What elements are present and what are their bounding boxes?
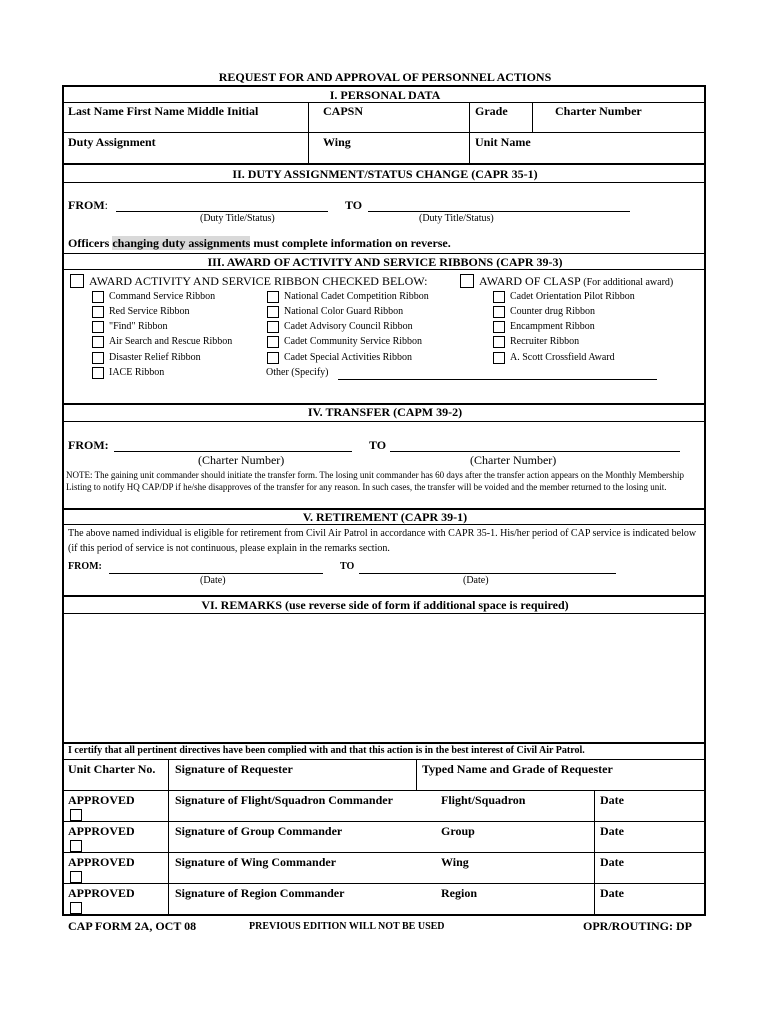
divider [168, 759, 169, 915]
transfer-note: NOTE: The gaining unit commander should initiate the transfer form. The losing unit commander has 60 days after the transfer action appears on the Monthly Membership Listing to notify HQ CAP/DP if he/she disapproves of the transfer for any reason. In such cases, the transfer will be voided and the member returned to the losing unit. [66, 470, 685, 492]
section6-title: VI. REMARKS (use reverse side of form if additional space is required) [201, 598, 569, 612]
award-clasp-text: AWARD OF CLASP [479, 274, 581, 288]
retirement-to-caption: (Date) [463, 575, 489, 586]
cadet-community-service-ribbon-checkbox[interactable] [267, 336, 279, 348]
form-title: REQUEST FOR AND APPROVAL OF PERSONNEL ACTIONS [218, 70, 552, 84]
disaster-relief-ribbon-checkbox[interactable] [92, 352, 104, 364]
national-color-guard-ribbon-checkbox[interactable] [267, 306, 279, 318]
duty-from-label [68, 198, 108, 213]
section4-title: IV. TRANSFER (CAPM 39-2) [307, 405, 463, 419]
unit-charter-label: Unit Charter No. [68, 762, 156, 776]
transfer-to-caption: (Charter Number) [470, 453, 557, 467]
approved-label: APPROVED [68, 855, 135, 869]
ribbon-label: Cadet Special Activities Ribbon [284, 352, 413, 363]
section2-title: II. DUTY ASSIGNMENT/STATUS CHANGE (CAPR 35-1) [232, 167, 538, 181]
transfer-to-line[interactable] [390, 451, 680, 452]
ribbon-label: Cadet Community Service Ribbon [284, 336, 423, 347]
edition-note: PREVIOUS EDITION WILL NOT BE USED [249, 921, 445, 932]
wing-field-label: Wing [323, 135, 351, 149]
retirement-from-line[interactable] [109, 573, 323, 574]
cadet-special-activities-ribbon-checkbox[interactable] [267, 352, 279, 364]
flight-squadron-label: Flight/Squadron [441, 793, 526, 807]
certification-statement: I certify that all pertinent directives have been complied with and that this action is in the best interest of Civil Air Patrol. [68, 745, 585, 756]
name-field-label: Last Name First Name Middle Initial [68, 104, 259, 118]
other-specify-line[interactable] [338, 379, 657, 380]
ribbon-label: Red Service Ribbon [109, 306, 190, 317]
ribbon-label: National Color Guard Ribbon [284, 306, 404, 317]
note-suffix: must complete information on reverse. [250, 236, 451, 250]
date-label: Date [600, 855, 624, 869]
typed-name-label: Typed Name and Grade of Requester [422, 762, 613, 776]
approved-flight-squadron-checkbox[interactable] [70, 809, 82, 821]
ribbon-label: Encampment Ribbon [510, 321, 595, 332]
approved-label: APPROVED [68, 886, 135, 900]
divider [63, 742, 705, 744]
divider [63, 182, 705, 183]
divider [63, 132, 705, 133]
retirement-to-line[interactable] [359, 573, 616, 574]
date-label: Date [600, 824, 624, 838]
divider [63, 524, 705, 525]
counter-drug-ribbon-checkbox[interactable] [493, 306, 505, 318]
ribbon-label: IACE Ribbon [109, 367, 165, 378]
signature-requester-label: Signature of Requester [175, 762, 293, 776]
approved-label: APPROVED [68, 824, 135, 838]
other-specify-label: Other (Specify) [266, 367, 329, 378]
form-border [62, 85, 706, 916]
approved-label: APPROVED [68, 793, 135, 807]
note-highlight: changing duty assignments [112, 236, 251, 250]
wing-label: Wing [441, 855, 469, 869]
award-activity-checkbox[interactable] [70, 274, 84, 288]
retirement-from-label: FROM: [68, 561, 102, 572]
officers-note [68, 236, 451, 251]
air-search-rescue-ribbon-checkbox[interactable] [92, 336, 104, 348]
find-ribbon-checkbox[interactable] [92, 321, 104, 333]
retirement-text: The above named individual is eligible for retirement from Civil Air Patrol in accordance with CAPR 35-1. His/her period of CAP service is indicated below (if this period of service is not continuous, please explain in the remarks section. [68, 528, 697, 554]
award-clasp-label [479, 274, 673, 289]
ribbon-label: Cadet Orientation Pilot Ribbon [510, 291, 635, 302]
ribbon-label: Command Service Ribbon [109, 291, 216, 302]
remarks-area[interactable] [64, 614, 704, 742]
duty-assignment-field-label: Duty Assignment [68, 135, 156, 149]
divider [63, 163, 705, 165]
approved-region-checkbox[interactable] [70, 902, 82, 914]
ribbon-label: National Cadet Competition Ribbon [284, 291, 429, 302]
ribbon-label: Disaster Relief Ribbon [109, 352, 201, 363]
unit-name-field-label: Unit Name [475, 135, 531, 149]
region-label: Region [441, 886, 477, 900]
divider [63, 821, 705, 822]
cadet-advisory-council-ribbon-checkbox[interactable] [267, 321, 279, 333]
recruiter-ribbon-checkbox[interactable] [493, 336, 505, 348]
cadet-orientation-pilot-ribbon-checkbox[interactable] [493, 291, 505, 303]
iace-ribbon-checkbox[interactable] [92, 367, 104, 379]
duty-from-text: FROM [68, 198, 105, 212]
duty-from-caption: (Duty Title/Status) [200, 213, 275, 224]
form-id: CAP FORM 2A, OCT 08 [68, 919, 197, 933]
divider [63, 790, 705, 791]
transfer-from-caption: (Charter Number) [198, 453, 285, 467]
capsn-field-label: CAPSN [323, 104, 364, 118]
ribbon-label: "Find" Ribbon [109, 321, 168, 332]
approved-group-checkbox[interactable] [70, 840, 82, 852]
ribbon-label: Cadet Advisory Council Ribbon [284, 321, 413, 332]
opr-routing: OPR/ROUTING: DP [583, 919, 692, 933]
encampment-ribbon-checkbox[interactable] [493, 321, 505, 333]
award-clasp-note: (For additional award) [583, 277, 674, 288]
transfer-from-label: FROM: [68, 438, 109, 452]
signature-group-label: Signature of Group Commander [175, 824, 343, 838]
divider [63, 102, 705, 103]
signature-region-label: Signature of Region Commander [175, 886, 345, 900]
divider [63, 852, 705, 853]
signature-wing-label: Signature of Wing Commander [175, 855, 337, 869]
retirement-to-label: TO [340, 561, 355, 572]
duty-to-caption: (Duty Title/Status) [419, 213, 494, 224]
duty-from-colon: : [104, 198, 108, 212]
section3-title: III. AWARD OF ACTIVITY AND SERVICE RIBBONS (CAPR 39-3) [207, 255, 563, 269]
section5-title: V. RETIREMENT (CAPR 39-1) [302, 510, 468, 524]
divider [63, 269, 705, 270]
ribbon-label: Counter drug Ribbon [510, 306, 595, 317]
red-service-ribbon-checkbox[interactable] [92, 306, 104, 318]
divider [63, 883, 705, 884]
group-label: Group [441, 824, 475, 838]
signature-flight-squadron-label: Signature of Flight/Squadron Commander [175, 793, 393, 807]
divider [63, 759, 705, 760]
ribbon-label: Recruiter Ribbon [510, 336, 580, 347]
award-activity-label: AWARD ACTIVITY AND SERVICE RIBBON CHECKED BELOW: [89, 274, 428, 288]
divider [63, 421, 705, 422]
approved-wing-checkbox[interactable] [70, 871, 82, 883]
date-label: Date [600, 793, 624, 807]
date-label: Date [600, 886, 624, 900]
divider [63, 595, 705, 597]
divider [63, 253, 705, 254]
section1-title: I. PERSONAL DATA [329, 88, 441, 102]
duty-to-line[interactable] [368, 211, 630, 212]
note-prefix: Officers [68, 236, 113, 250]
charter-number-field-label: Charter Number [555, 104, 642, 118]
duty-from-line[interactable] [116, 211, 328, 212]
award-clasp-checkbox[interactable] [460, 274, 474, 288]
ribbon-label: A. Scott Crossfield Award [510, 352, 615, 363]
divider [532, 102, 533, 132]
retirement-from-caption: (Date) [200, 575, 226, 586]
national-cadet-competition-ribbon-checkbox[interactable] [267, 291, 279, 303]
command-service-ribbon-checkbox[interactable] [92, 291, 104, 303]
grade-field-label: Grade [475, 104, 508, 118]
ribbon-label: Air Search and Rescue Ribbon [109, 336, 233, 347]
duty-to-label: TO [345, 198, 363, 212]
transfer-to-label: TO [369, 438, 387, 452]
transfer-from-line[interactable] [114, 451, 352, 452]
scott-crossfield-award-checkbox[interactable] [493, 352, 505, 364]
divider [416, 759, 417, 790]
